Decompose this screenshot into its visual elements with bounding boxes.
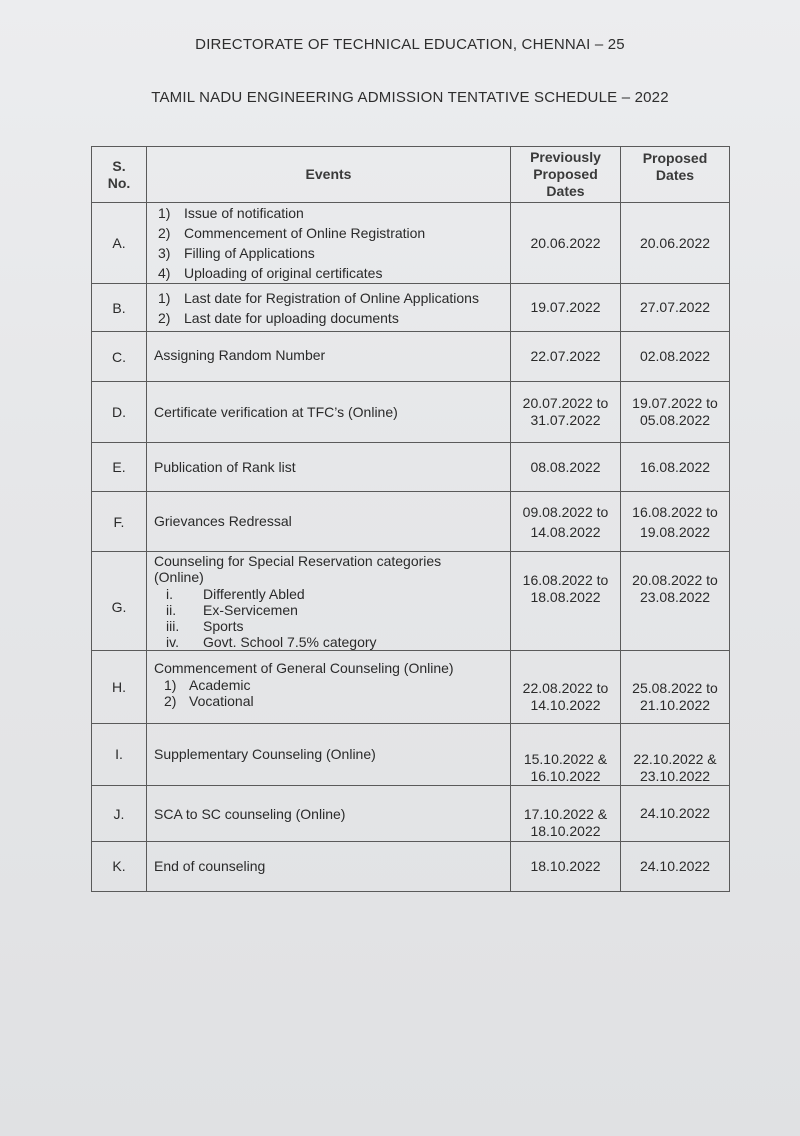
row-previous-date: 15.10.2022 & 16.10.2022 — [511, 724, 621, 786]
row-proposed-date: 02.08.2022 — [621, 332, 730, 382]
row-event: Grievances Redressal — [147, 492, 511, 552]
table-row — [92, 284, 730, 332]
header-proposed-dates: Proposed Dates — [621, 147, 730, 203]
row-previous-date: 08.08.2022 — [511, 443, 621, 492]
row-sno: J. — [92, 786, 147, 842]
list-item: 2) Last date for uploading documents — [158, 309, 399, 326]
table-row — [92, 552, 730, 651]
row-previous-date: 19.07.2022 — [511, 284, 621, 332]
table-row — [92, 332, 730, 382]
table-row — [92, 651, 730, 724]
row-event: End of counseling — [147, 842, 511, 892]
table-row — [92, 724, 730, 786]
row-event: Assigning Random Number — [147, 332, 511, 382]
list-item: 1) Issue of notification — [158, 205, 304, 221]
row-proposed-date: 24.10.2022 — [621, 786, 730, 842]
row-sno: B. — [92, 284, 147, 332]
row-proposed-date: 16.08.2022 — [621, 443, 730, 492]
schedule-table — [91, 146, 730, 892]
row-sno: A. — [92, 203, 147, 284]
table-row — [92, 786, 730, 842]
row-previous-date: 20.06.2022 — [511, 203, 621, 284]
row-previous-date: 18.10.2022 — [511, 842, 621, 892]
row-proposed-date: 24.10.2022 — [621, 842, 730, 892]
row-sno: I. — [92, 724, 147, 786]
table-row — [92, 443, 730, 492]
row-previous-date: 16.08.2022 to 18.08.2022 — [511, 552, 621, 651]
list-item: 2) Vocational — [164, 692, 254, 709]
row-previous-date: 17.10.2022 & 18.10.2022 — [511, 786, 621, 842]
row-event: Certificate verification at TFC’s (Online) — [147, 382, 511, 443]
row-proposed-date: 20.08.2022 to 23.08.2022 — [621, 552, 730, 651]
header-sno: S. No. — [92, 147, 147, 203]
list-item: ii. Ex-Servicemen — [166, 601, 298, 618]
row-proposed-date: 25.08.2022 to 21.10.2022 — [621, 651, 730, 724]
table-row — [92, 203, 730, 284]
table-header-row — [92, 147, 730, 203]
row-events: Commencement of General Counseling (Online) 1) Academic 2) Vocational — [147, 651, 511, 724]
table-row — [92, 492, 730, 552]
list-item: 2) Commencement of Online Registration — [158, 225, 426, 241]
row-events — [147, 284, 511, 332]
list-item: 1) Last date for Registration of Online Applications — [158, 289, 479, 306]
row-sno: H. — [92, 651, 147, 724]
row-previous-date: 22.08.2022 to 14.10.2022 — [511, 651, 621, 724]
row-sno: K. — [92, 842, 147, 892]
header-previously-proposed-dates: Previously Proposed Dates — [511, 147, 621, 203]
list-item: 3) Filling of Applications — [158, 245, 315, 261]
row-event: Publication of Rank list — [147, 443, 511, 492]
table-row — [92, 382, 730, 443]
row-event: Supplementary Counseling (Online) — [147, 724, 511, 786]
list-item: i. Differently Abled — [166, 585, 305, 602]
list-item: 4) Uploading of original certificates — [158, 265, 383, 281]
row-events: Counseling for Special Reservation categories (Online) i. Differently Abled ii. Ex-Servicemen iii. Sports iv. Govt. School 7.5% category — [147, 552, 511, 651]
row-sno: D. — [92, 382, 147, 443]
row-sno: G. — [92, 552, 147, 651]
list-item: iv. Govt. School 7.5% category — [166, 633, 377, 650]
row-proposed-date: 20.06.2022 — [621, 203, 730, 284]
row-previous-date: 09.08.2022 to 14.08.2022 — [511, 492, 621, 552]
row-previous-date: 22.07.2022 — [511, 332, 621, 382]
row-sno: E. — [92, 443, 147, 492]
row-event: SCA to SC counseling (Online) — [147, 786, 511, 842]
list-item: iii. Sports — [166, 617, 244, 634]
row-proposed-date: 22.10.2022 & 23.10.2022 — [621, 724, 730, 786]
organization-heading: DIRECTORATE OF TECHNICAL EDUCATION, CHENNAI – 25 — [195, 36, 625, 53]
row-proposed-date: 16.08.2022 to 19.08.2022 — [621, 492, 730, 552]
row-sno: C. — [92, 332, 147, 382]
table-row — [92, 842, 730, 892]
row-proposed-date: 27.07.2022 — [621, 284, 730, 332]
row-sno: F. — [92, 492, 147, 552]
row-events — [147, 203, 511, 284]
header-events: Events — [147, 147, 511, 203]
row-previous-date: 20.07.2022 to 31.07.2022 — [511, 382, 621, 443]
schedule-title: TAMIL NADU ENGINEERING ADMISSION TENTATIVE SCHEDULE – 2022 — [151, 89, 669, 106]
list-item: 1) Academic — [164, 676, 251, 693]
row-proposed-date: 19.07.2022 to 05.08.2022 — [621, 382, 730, 443]
